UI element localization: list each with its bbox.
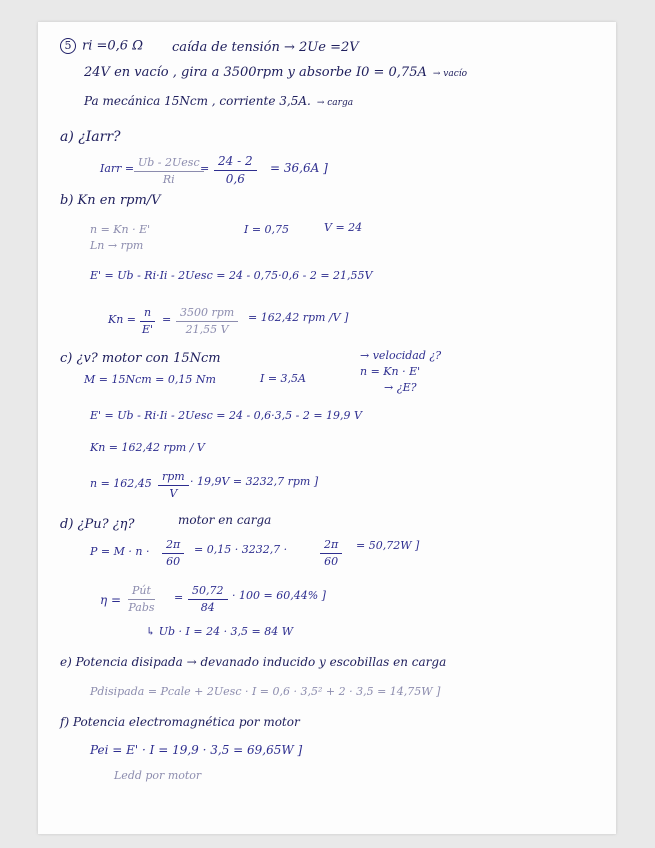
section-b-given-v: V = 24	[324, 221, 363, 234]
section-c-e-formula: E' = Ub - Ri·Ii - 2Uesc = 24 - 0,6·3,5 - 2 = 19,9 V	[90, 409, 362, 422]
section-b-kn-lhs: Kn =	[108, 313, 137, 326]
section-d-eta-result: · 100 = 60,44% ]	[232, 589, 326, 602]
section-d-eta-fraction: Pút Pabs	[128, 584, 155, 614]
section-f-title: f) Potencia electromagnética por motor	[60, 715, 300, 729]
section-c-torque: M = 15Ncm = 0,15 Nm	[84, 373, 216, 386]
section-a-lhs: Iarr =	[100, 162, 135, 175]
section-f-note: Ledd por motor	[114, 769, 202, 782]
section-c-note-velocity: → velocidad ¿?	[360, 349, 442, 362]
section-d-p-lhs: P = M · n ·	[90, 545, 150, 558]
section-b-result: = 162,42 rpm /V ]	[248, 311, 349, 324]
section-f-formula: Pei = E' · I = 19,9 · 3,5 = 69,65W ]	[90, 743, 303, 757]
section-d-eta-lhs: η =	[100, 593, 122, 607]
equals-sign: =	[174, 591, 184, 604]
no-load-note: → vacío	[432, 69, 468, 79]
voltage-drop: caída de tensión → 2Ue =2V	[172, 40, 359, 55]
section-b-fraction-2: 3500 rpm 21,55 V	[176, 306, 238, 337]
section-d-p-result: = 50,72W ]	[356, 539, 420, 552]
equals-sign: =	[200, 162, 210, 175]
section-d-p-mid: = 0,15 · 3232,7 ·	[194, 543, 288, 556]
header-line-2	[84, 66, 467, 79]
section-a-result: = 36,6A ]	[270, 161, 328, 175]
section-d-pabs: ↳ Ub · I = 24 · 3,5 = 84 W	[146, 625, 294, 638]
load-data: Pa mecánica 15Ncm , corriente 3,5A.	[84, 94, 311, 108]
section-a-fraction-2: $\frac{24 - 2}{0,6}$	[214, 154, 257, 187]
section-b-n-note: Ln → rpm	[90, 239, 144, 252]
section-c-current: I = 3,5A	[260, 372, 306, 385]
section-a-fraction-1: Ub - 2Uesc Ri	[134, 156, 204, 187]
section-c-note-n: n = Kn · E'	[360, 365, 421, 378]
section-d-p-fraction: $\frac{2\pi}{60}$	[162, 538, 184, 569]
section-c-n-result: · 19,9V = 3232,7 rpm ]	[190, 475, 319, 488]
ri-value: ri =0,6 Ω	[82, 38, 143, 54]
header-line-3	[84, 95, 353, 108]
problem-number: 5	[60, 38, 76, 54]
section-b-fraction-1: $\frac{n}{E'}$	[140, 306, 155, 337]
load-note: → carga	[316, 98, 354, 108]
section-c-note-e: → ¿E?	[384, 381, 417, 394]
section-d-title: d) ¿Pu? ¿η?	[60, 517, 135, 532]
section-a-title: a) ¿Iarr?	[60, 129, 121, 145]
section-c-unit-fraction: rpm V	[158, 470, 189, 501]
section-b-e-formula: E' = Ub - Ri·Ii - 2Uesc = 24 - 0,75·0,6 - 2 = 21,55V	[90, 269, 373, 282]
equals-sign: =	[162, 313, 172, 326]
notebook-page	[38, 22, 616, 834]
section-c-kn: Kn = 162,42 rpm / V	[90, 441, 205, 454]
section-b-given-i: I = 0,75	[244, 223, 290, 236]
section-b-title: b) Kn en rpm/V	[60, 193, 161, 208]
section-d-p-fraction-2: $\frac{2\pi}{60}$	[320, 538, 342, 569]
problem-header	[60, 38, 143, 54]
section-b-n-formula: n = Kn · E'	[90, 223, 151, 236]
section-e-formula: Pdisipada = Pcale + 2Uesc · I = 0,6 · 3,5² + 2 · 3,5 = 14,75W ]	[90, 685, 441, 698]
section-c-n-lhs: n = 162,45	[90, 477, 152, 490]
no-load-data: 24V en vacío , gira a 3500rpm y absorbe I0 = 0,75A	[84, 65, 427, 80]
section-d-subtitle: motor en carga	[178, 513, 272, 527]
section-c-title: c) ¿v? motor con 15Ncm	[60, 351, 221, 366]
section-e-title: e) Potencia disipada → devanado inducido y escobillas en carga	[60, 655, 447, 669]
section-d-eta-fraction-2: $\frac{50,72}{84}$	[188, 584, 228, 615]
